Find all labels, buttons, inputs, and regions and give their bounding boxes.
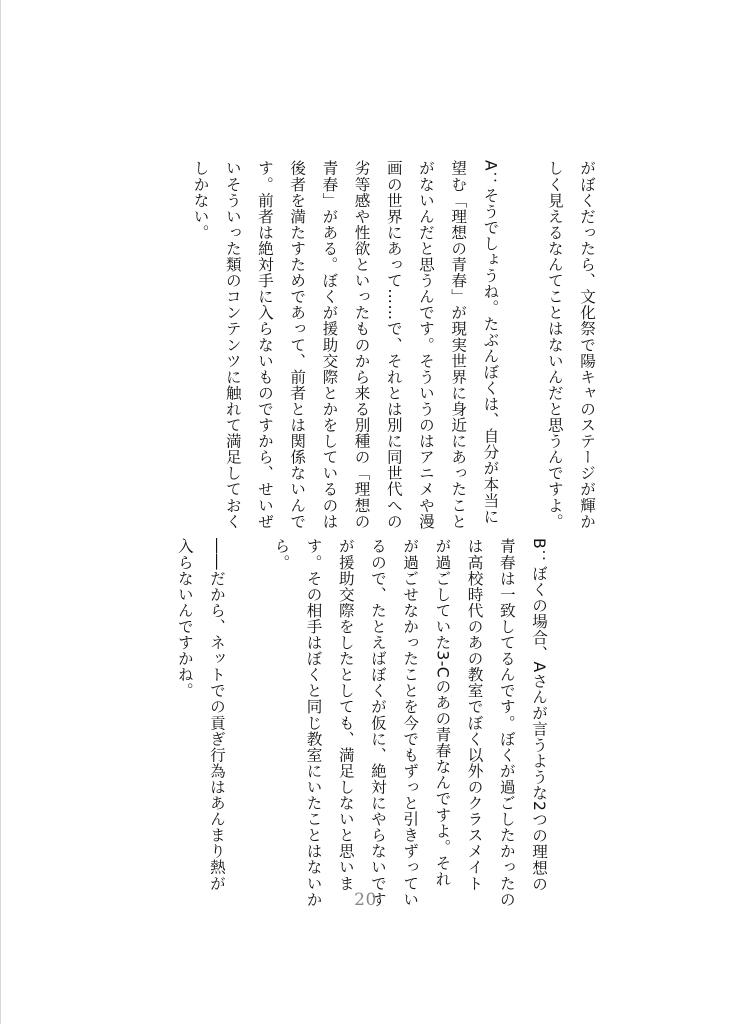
upper-text-block: がぼくだったら、文化祭で陽キャのステージが輝か しく見えるなんてことはないんだと思うんですよ。 A：そうでしょうね。たぶんぼくは、自分が本当に 望む「理想の青春」が現実世界に身近にあったこと がないんだと思うんです。そういうのはアニメや漫 画の世界にあって……で、それとは別に同世代への 劣等感や性欲といったものから来る別種の「理想の 青春」がある。ぼくが援助交際とかをしているのは 後者を満たすためであって、前者とは関係ないんで す。前者は絶対手に入らないものですから、せいぜ いそういった類のコンテンツに触れて満足しておく しかない。 xyxy=(191,160,596,530)
page-number: 20 xyxy=(354,890,377,910)
page-edge xyxy=(0,0,1,1024)
lower-text-block: B：ぼくの場合、Aさんが言うような2つの理想の 青春は一致してるんです。ぼくが過ごしたかったの は高校時代のあの教室でぼく以外のクラスメイト が過ごしていた3-Cのあの青春なんですよ。それ が過ごせなかったことを今でもずっと引きずってい るので、たとえばぼくが仮に、絶対にやらないです が援助交際をしたとしても、満足しないと思いま す。その相手はぼくと同じ教室にいたことはないか ら。 ――だから、ネットでの貢ぎ行為はあんまり熱が 入らないんですかね。 xyxy=(175,538,548,908)
